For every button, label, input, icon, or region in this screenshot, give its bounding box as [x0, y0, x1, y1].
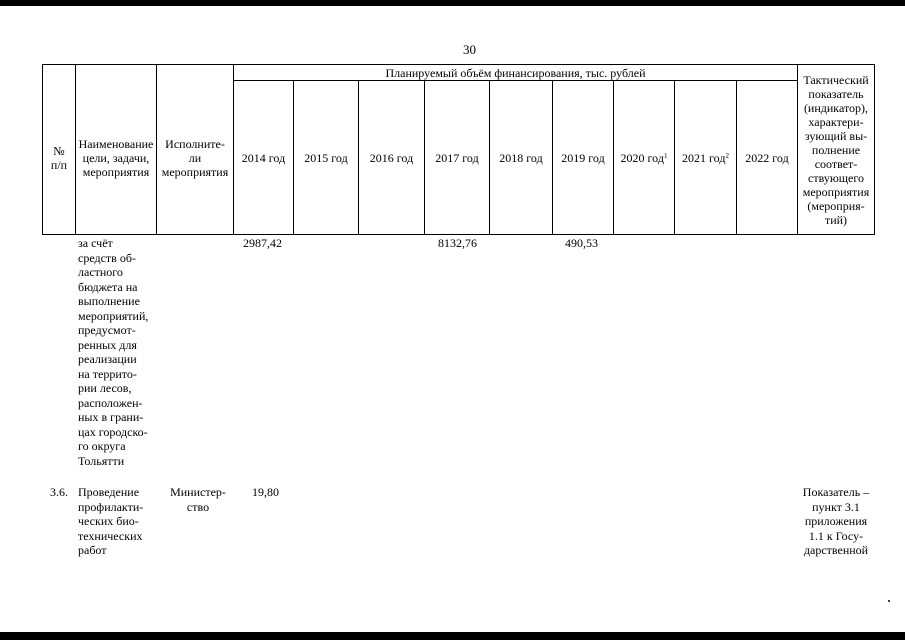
header-indicator: Тактический показатель (индикатор), характери- зующий вы- полнение соответ- ствующего мероприятия (мероприя- тий) — [802, 73, 870, 227]
row-value: 19,80 — [252, 485, 279, 499]
header-year: 2019 год — [561, 150, 605, 165]
top-border — [0, 0, 905, 6]
row-value: 490,53 — [565, 236, 598, 250]
row-executor: Министер- ство — [170, 485, 226, 514]
scan-speck — [888, 600, 890, 602]
row-value: 2987,42 — [243, 236, 282, 250]
header-funding-title: Планируемый объём финансирования, тыс. рублей — [385, 65, 646, 80]
header-executor: Исполните- ли мероприятия — [161, 136, 229, 179]
row-name: за счёт средств об- ластного бюджета на выполнение мероприятий, предусмот- ренных для реализации на террито- рии лесов, расположен- ных в грани- цах городско- го округа Тольятти — [78, 236, 149, 468]
bottom-border — [0, 632, 905, 640]
header-name: Наименование цели, задачи, мероприятия — [78, 136, 154, 179]
header-year: 2016 год — [369, 150, 414, 165]
header-year: 2022 год — [745, 150, 789, 165]
header-year: 2018 год — [499, 150, 543, 165]
row-value: 8132,76 — [438, 236, 477, 250]
header-num: № п/п — [50, 143, 68, 172]
header-year: 2015 год — [304, 150, 348, 165]
row-name: Проведение профилакти- ческих био- технических работ — [78, 485, 144, 557]
header-year: 2020 год $^1$ — [620, 150, 668, 165]
header-year: 2021 год $^2$ — [682, 150, 729, 165]
page-number: 30 — [463, 42, 476, 57]
header-year: 2014 год — [241, 150, 286, 165]
row-num: 3.6. — [50, 485, 68, 499]
header-year: 2017 год — [435, 150, 479, 165]
row-indicator: Показатель – пункт 3.1 приложения 1.1 к Госу- дарственной — [802, 485, 870, 557]
